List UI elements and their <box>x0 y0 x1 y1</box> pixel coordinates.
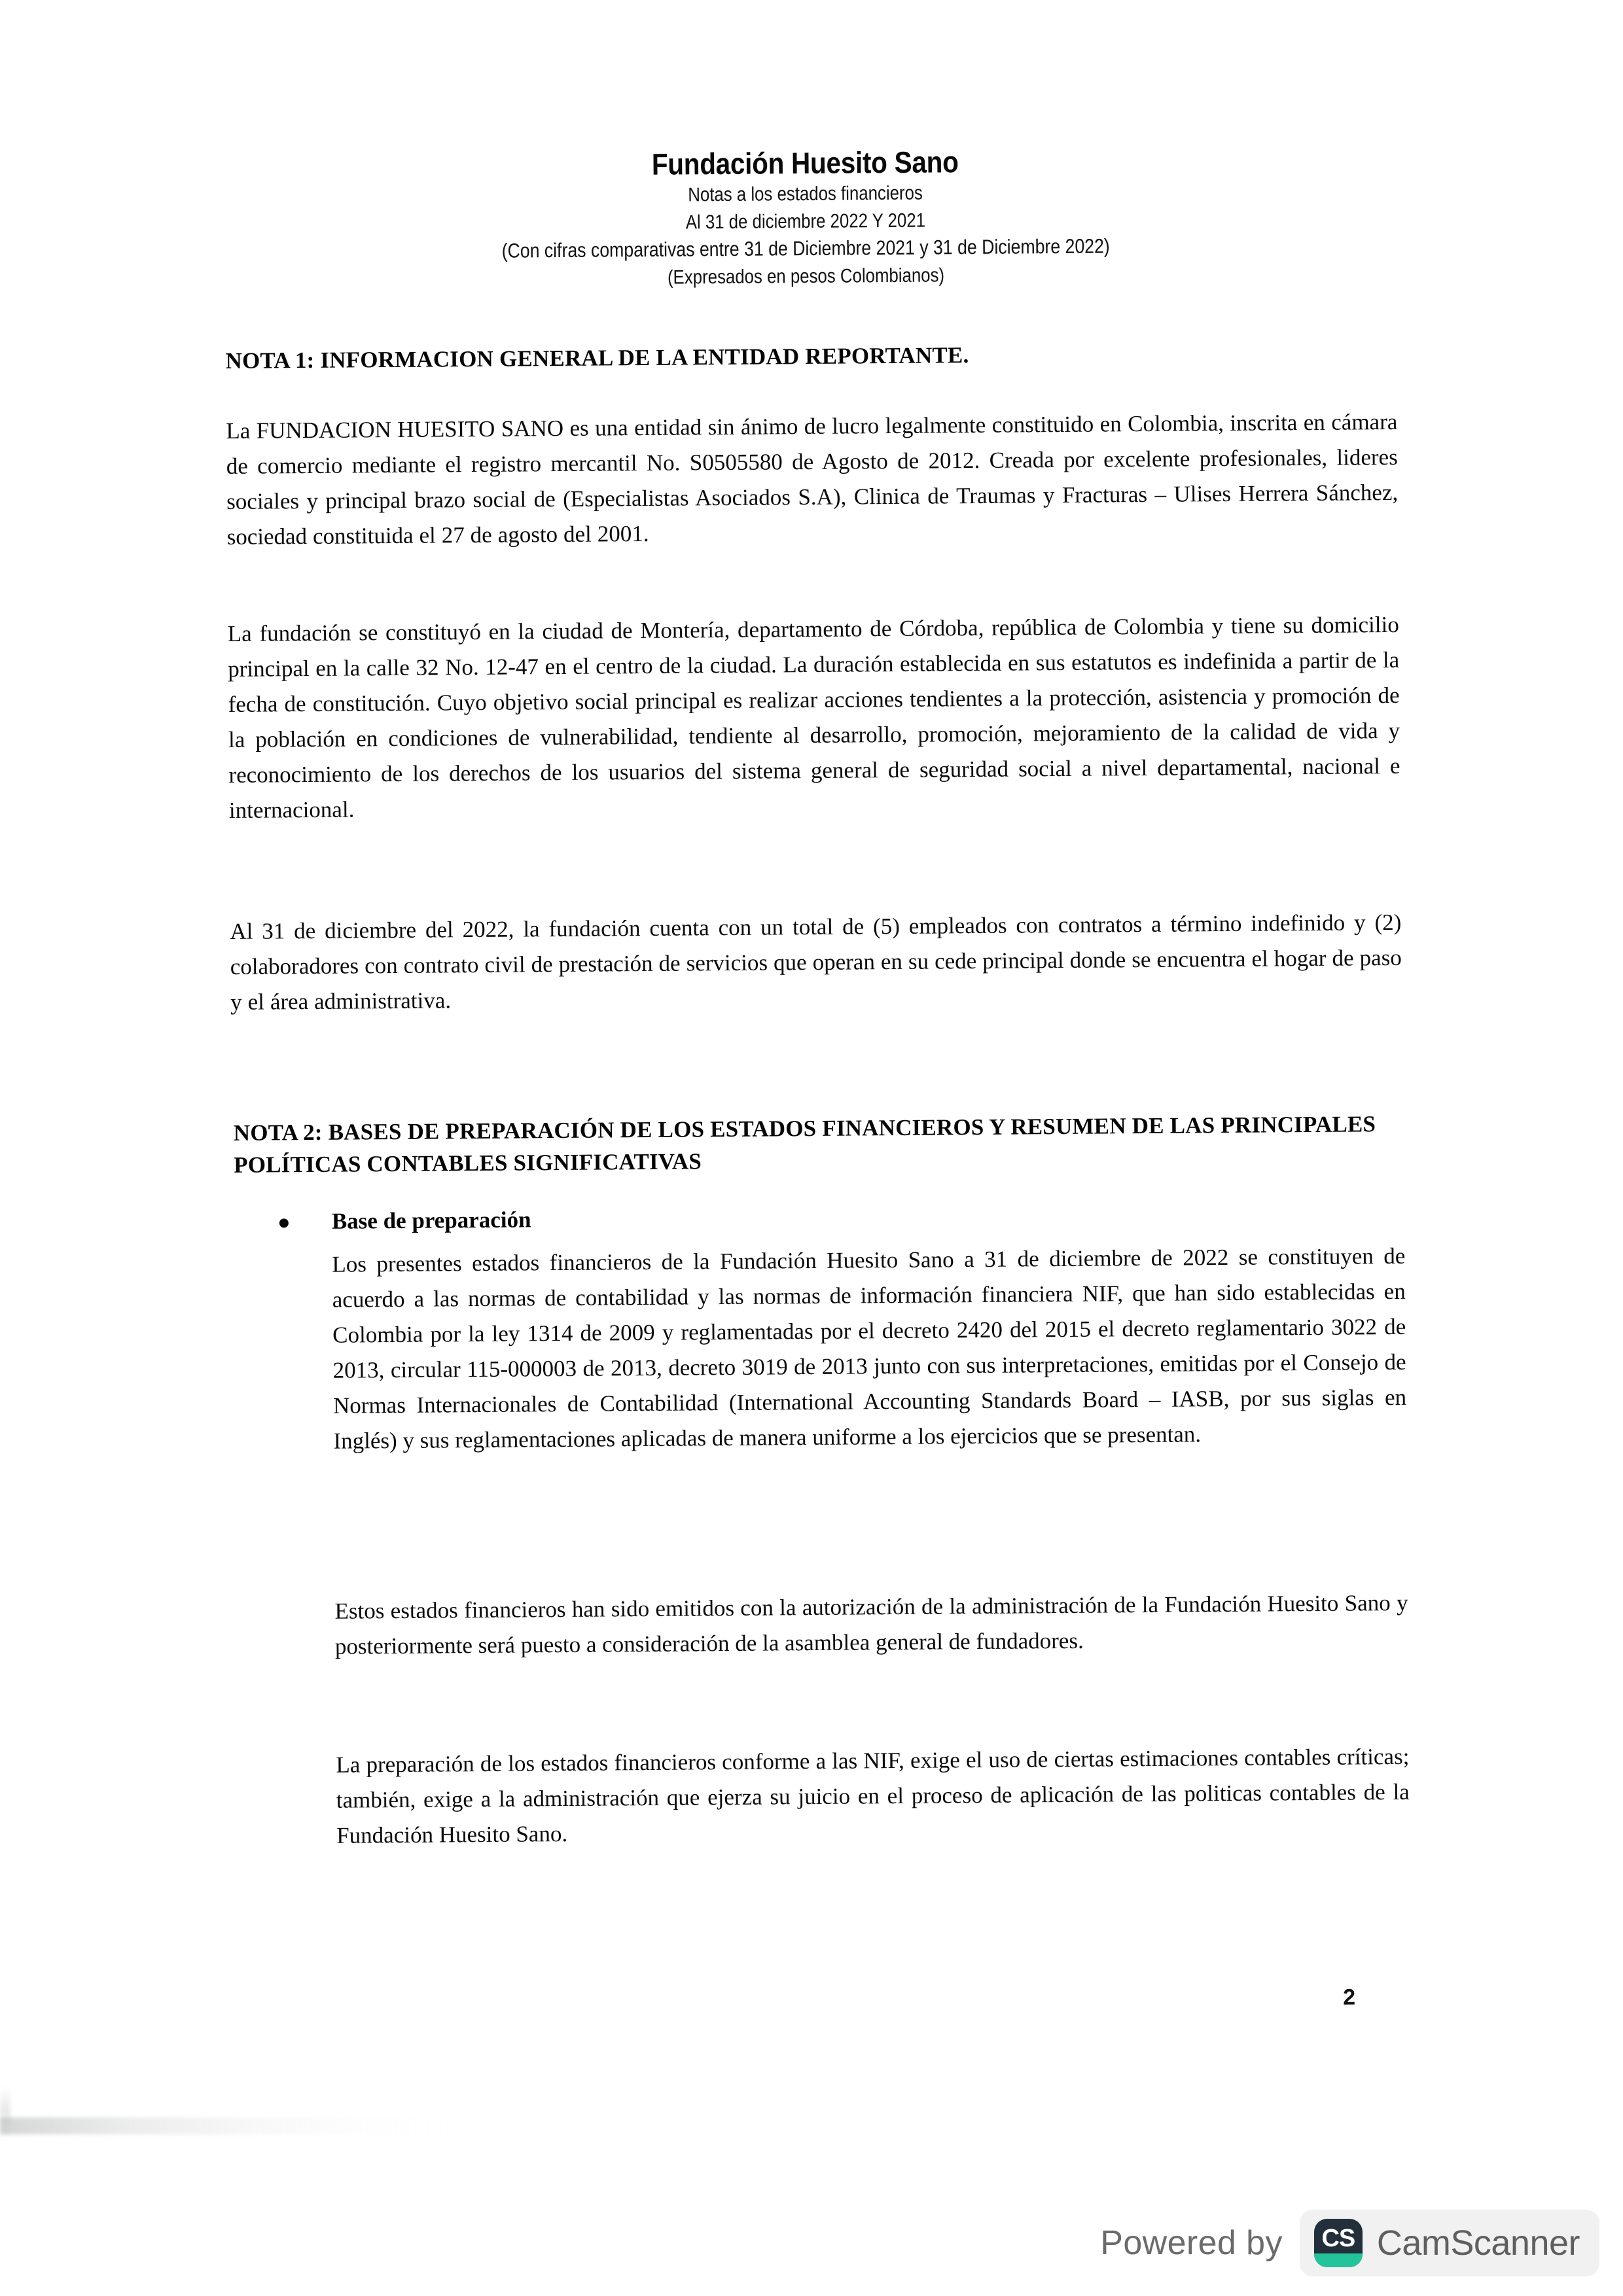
subtitle-line-3: (Con cifras comparativas entre 31 de Diciembre 2021 y 31 de Diciembre 2022) <box>501 234 1110 262</box>
scan-edge-artifact-left <box>0 2087 10 2140</box>
bullet-point-icon <box>279 1218 289 1227</box>
powered-by-label: Powered by <box>1100 2224 1283 2262</box>
subtitle-line-2: Al 31 de diciembre 2022 Y 2021 <box>685 209 926 234</box>
subtitle-line-1: Notas a los estados financieros <box>688 182 923 206</box>
list-item <box>279 1198 1405 1237</box>
note-1-paragraph-1: La FUNDACION HUESITO SANO es una entidad sin ánimo de lucro legalmente constituido en Colombia, inscrita en cámara de comercio mediante el registro mercantil No. S0505580 de Agosto de 2012. Creada por excelente profesionales, lideres sociales y principal brazo social de (Especialistas Asociados S.A), Clinica de Traumas y Fracturas – Ulises Herrera Sánchez, sociedad constituida el 27 de agosto del 2001. <box>226 408 1399 550</box>
camscanner-logo-band <box>1314 2253 1363 2267</box>
page-title: Fundación Huesito Sano <box>651 145 959 181</box>
note-1-heading: NOTA 1: INFORMACION GENERAL DE LA ENTIDAD REPORTANTE. <box>225 342 969 374</box>
note-1-paragraph-2: La fundación se constituyó en la ciudad de Montería, departamento de Córdoba, república de Colombia y tiene su domicilio principal en la calle 32 No. 12-47 en el centro de la ciudad. La duración establecida en sus estatutos es indefinida a partir de la fecha de constitución. Cuyo objetivo social principal es realizar acciones tendientes a la protección, asistencia y promoción de la población en condiciones de vulnerabilidad, tendiente al desarrollo, promoción, mejoramiento de la calidad de vida y reconocimiento de los derechos de los usuarios del sistema general de seguridad social a nivel departamental, nacional e internacional. <box>227 611 1400 824</box>
camscanner-logo-icon <box>1314 2219 1363 2267</box>
page-number: 2 <box>1343 1985 1356 2010</box>
scan-edge-artifact <box>0 2117 452 2134</box>
document-header <box>216 141 1395 294</box>
camscanner-brand-label: CamScanner <box>1376 2223 1580 2263</box>
note-2-heading: NOTA 2: BASES DE PREPARACIÓN DE LOS ESTADOS FINANCIEROS Y RESUMEN DE LAS PRINCIPALES POLÍTICAS CONTABLES SIGNIFICATIVAS <box>233 1111 1376 1178</box>
note-1-paragraph-3: Al 31 de diciembre del 2022, la fundación cuenta con un total de (5) empleados con contratos a término indefinido y (2) colaboradores con contrato civil de prestación de servicios que operan en su cede principal donde se encuentra el hogar de paso y el área administrativa. <box>230 909 1402 1016</box>
base-de-preparacion-label: Base de preparación <box>331 1207 531 1234</box>
camscanner-watermark <box>1100 2210 1599 2276</box>
note-2-paragraph-2: Estos estados financieros han sido emitidos con la autorización de la administración de la Fundación Huesito Sano y posteriormente será puesto a consideración de la asamblea general de fundadores. <box>334 1589 1408 1659</box>
subtitle-line-4: (Expresados en pesos Colombianos) <box>667 264 945 289</box>
note-2-paragraph-3: La preparación de los estados financieros conforme a las NIF, exige el uso de ciertas estimaciones contables críticas; también, exige a la administración que ejerza su juicio en el proceso de aplicación de las politicas contables de la Fundación Huesito Sano. <box>336 1743 1410 1848</box>
camscanner-logo-text: CS <box>1321 2225 1355 2252</box>
note-2-paragraph-1: Los presentes estados financieros de la Fundación Huesito Sano a 31 de diciembre de 2022 se constituyen de acuerdo a las normas de contabilidad y las normas de información financiera NIF, que han sido establecidas en Colombia por la ley 1314 de 2009 y reglamentadas por el decreto 2420 del 2015 el decreto reglamentario 3022 de 2013, circular 115-000003 de 2013, decreto 3019 de 2013 junto con sus interpretaciones, emitidas por el Consejo de Normas Internacionales de Contabilidad (International Accounting Standards Board – IASB, por sus siglas en Inglés) y sus reglamentaciones aplicadas de manera uniforme a los ejercicios que se presentan. <box>332 1243 1407 1455</box>
camscanner-brand-chip <box>1300 2210 1599 2276</box>
